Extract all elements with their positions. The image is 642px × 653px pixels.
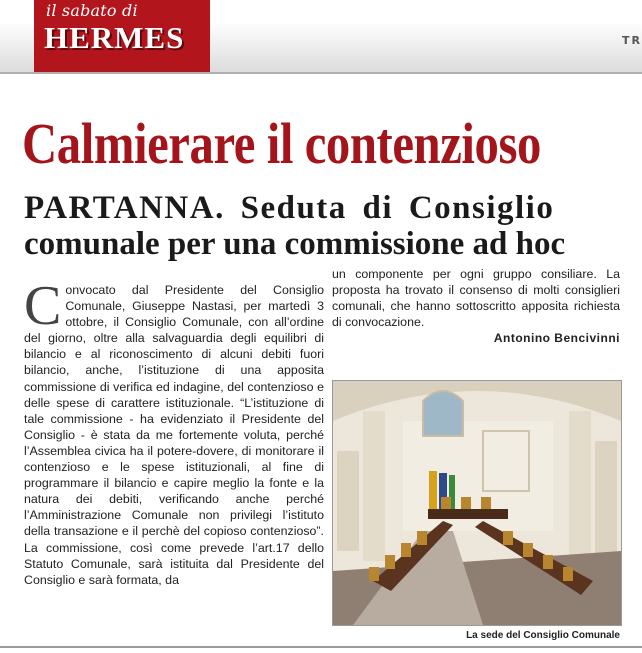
subheadline-line-1: PARTANNA. Seduta di Consiglio [24, 190, 555, 226]
article-body-left: onvocato dal Presidente del Consiglio Comunale, Giuseppe Nastasi, per martedì 3 ottobre, il Consiglio Comunale, con all’ordine del giorno, oltre alla salvaguardia degli equilibri di bilancio e al riconoscimento di alcuni debiti fuori bilancio, anche, l’istituzione di una apposita commissione di verifica ed indagine, del contenzioso e delle spese di carattere istituzionale. “L’istituzione di tale commissione - ha evidenziato il Presidente del Consiglio - è stata da me fortemente voluta, perché l’Assemblea civica ha il potere-dovere, di monitorare il contenzioso e le spese istituzionali, al fine di programmare il bilancio e capire meglio la fonte e la natura dei debiti, verificando anche perché l’Amministrazione Comunale non privilegi l’istituto della transazione e il perchè del copioso contenzioso”. La commissione, così come prevede l’art.17 dello Statuto Comunale, sarà istituita dal Presidente del Consiglio e sarà formata, da [24, 283, 324, 587]
photo-caption: La sede del Consiglio Comunale [466, 630, 620, 641]
article-body-right: un componente per ogni gruppo consiliare. La proposta ha trovato il consenso di molti consiglieri comunali, che hanno sottoscritto apposita richiesta di convocazione. [332, 267, 620, 330]
article-column-right [332, 266, 620, 346]
subheadline [24, 190, 642, 262]
drop-cap: C [24, 275, 62, 337]
council-chamber-photo [332, 380, 622, 626]
bottom-divider [0, 646, 642, 648]
council-chamber-illustration [333, 381, 621, 625]
section-label: TR [622, 34, 642, 47]
subheadline-line-2: comunale per una commissione ad hoc [24, 226, 566, 262]
article-column-left [24, 275, 324, 588]
logo-title: HERMES [44, 20, 185, 55]
article-author: Antonino Bencivinni [493, 331, 620, 346]
logo-subtitle: il sabato di [46, 1, 138, 20]
hermes-logo[interactable] [34, 0, 210, 72]
headline: Calmierare il contenzioso [22, 111, 541, 176]
masthead [0, 0, 642, 74]
